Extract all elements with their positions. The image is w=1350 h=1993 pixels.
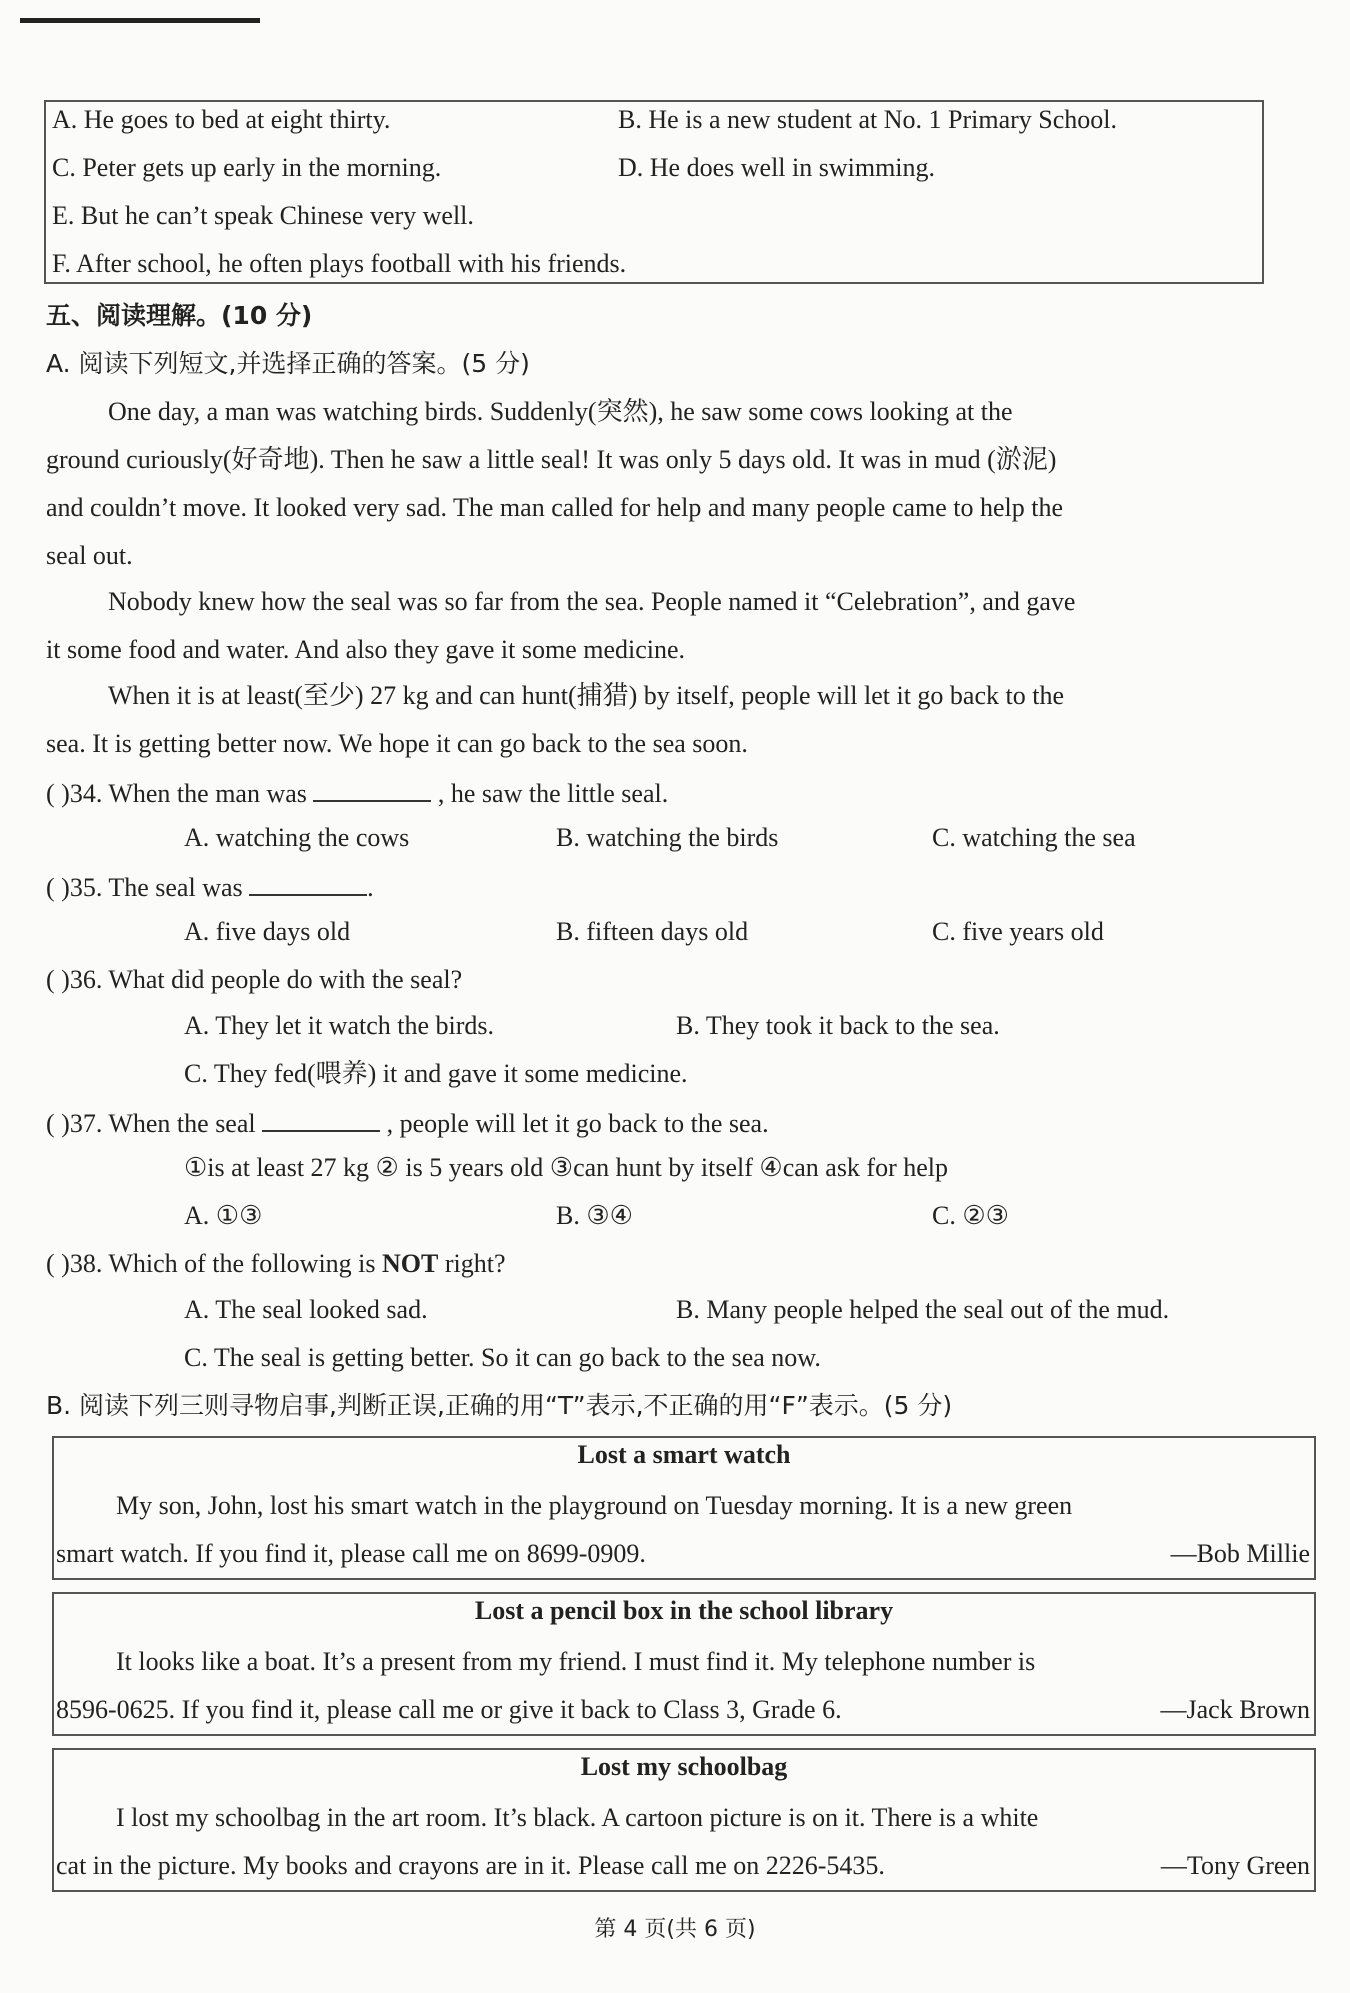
passage-line: sea. It is getting better now. We hope it can go back to the sea soon. bbox=[46, 729, 748, 758]
choice-c: C. The seal is getting better. So it can go back to the sea now. bbox=[184, 1343, 821, 1372]
choice-a: A. ①③ bbox=[184, 1201, 263, 1230]
notice-text: 8596-0625. If you find it, please call me or give it back to Class 3, Grade 6. bbox=[56, 1695, 842, 1724]
passage-line: Nobody knew how the seal was so far from the sea. People named it “Celebration”, and gave bbox=[108, 587, 1076, 616]
choice-a: A. five days old bbox=[184, 917, 351, 946]
choice-b: B. Many people helped the seal out of the mud. bbox=[676, 1295, 1170, 1324]
question-stem: right? bbox=[438, 1249, 506, 1278]
option-d: D. He does well in swimming. bbox=[618, 153, 936, 182]
choice-c: C. watching the sea bbox=[932, 823, 1136, 852]
question-stem: ( )38. Which of the following is bbox=[46, 1249, 383, 1278]
answer-blank[interactable] bbox=[249, 868, 367, 896]
choice-a: A. watching the cows bbox=[184, 823, 410, 852]
choice-b: B. watching the birds bbox=[556, 823, 779, 852]
choice-b: B. ③④ bbox=[556, 1201, 633, 1230]
option-f: F. After school, he often plays football with his friends. bbox=[52, 249, 627, 278]
option-b: B. He is a new student at No. 1 Primary School. bbox=[618, 105, 1117, 134]
notice-title: Lost a pencil box in the school library bbox=[474, 1596, 894, 1625]
notice-title: Lost a smart watch bbox=[577, 1440, 791, 1469]
passage-line: and couldn’t move. It looked very sad. The man called for help and many people came to help the bbox=[46, 493, 1064, 522]
choice-a: A. They let it watch the birds. bbox=[184, 1011, 495, 1040]
choice-c: C. They fed(喂养) it and gave it some medicine. bbox=[184, 1059, 688, 1088]
notice-title: Lost my schoolbag bbox=[580, 1752, 788, 1781]
top-rule bbox=[20, 18, 260, 23]
notice-text: It looks like a boat. It’s a present from my friend. I must find it. My telephone number is bbox=[116, 1647, 1036, 1676]
notice-text: cat in the picture. My books and crayons are in it. Please call me on 2226-5435. bbox=[56, 1851, 885, 1880]
passage-line: seal out. bbox=[46, 541, 133, 570]
question-stem: , people will let it go back to the sea. bbox=[380, 1109, 769, 1138]
choice-a: A. The seal looked sad. bbox=[184, 1295, 428, 1324]
notice-text: smart watch. If you find it, please call me on 8699-0909. bbox=[56, 1539, 646, 1568]
question-stem: ( )37. When the seal bbox=[46, 1109, 263, 1138]
answer-blank[interactable] bbox=[262, 1104, 380, 1132]
choice-c: C. ②③ bbox=[932, 1201, 1009, 1230]
option-c: C. Peter gets up early in the morning. bbox=[52, 153, 442, 182]
question-stem: . bbox=[367, 873, 374, 902]
notice-text: My son, John, lost his smart watch in the playground on Tuesday morning. It is a new green bbox=[116, 1491, 1073, 1520]
emphasis-not: NOT bbox=[382, 1249, 439, 1278]
question-34 bbox=[46, 774, 668, 812]
question-38 bbox=[46, 1246, 506, 1282]
question-stem: , he saw the little seal. bbox=[431, 779, 669, 808]
notice-signature: —Jack Brown bbox=[1160, 1695, 1310, 1724]
numbered-choices: ①is at least 27 kg ② is 5 years old ③can hunt by itself ④can ask for help bbox=[184, 1153, 949, 1182]
question-37 bbox=[46, 1104, 769, 1142]
passage-line: ground curiously(好奇地). Then he saw a little seal! It was only 5 days old. It was in mud (淤泥) bbox=[46, 445, 1057, 474]
section-heading: 五、阅读理解。(10 分) bbox=[46, 301, 313, 330]
option-a: A. He goes to bed at eight thirty. bbox=[52, 105, 391, 134]
choice-b: B. They took it back to the sea. bbox=[676, 1011, 1000, 1040]
passage-line: One day, a man was watching birds. Suddenly(突然), he saw some cows looking at the bbox=[108, 397, 1013, 426]
question-stem: ( )34. When the man was bbox=[46, 779, 314, 808]
part-b-heading: B. 阅读下列三则寻物启事,判断正误,正确的用“T”表示,不正确的用“F”表示。(5 分) bbox=[46, 1391, 953, 1420]
question-35 bbox=[46, 868, 374, 906]
question-stem: ( )35. The seal was bbox=[46, 873, 250, 902]
part-a-heading: A. 阅读下列短文,并选择正确的答案。(5 分) bbox=[46, 349, 530, 378]
answer-blank[interactable] bbox=[313, 774, 431, 802]
question-36: ( )36. What did people do with the seal? bbox=[46, 965, 463, 994]
notice-signature: —Bob Millie bbox=[1170, 1539, 1310, 1568]
notice-signature: —Tony Green bbox=[1160, 1851, 1310, 1880]
choice-c: C. five years old bbox=[932, 917, 1104, 946]
option-e: E. But he can’t speak Chinese very well. bbox=[52, 201, 474, 230]
passage-line: When it is at least(至少) 27 kg and can hunt(捕猎) by itself, people will let it go back to the bbox=[108, 681, 1064, 710]
page-footer: 第 4 页(共 6 页) bbox=[594, 1917, 756, 1942]
passage-line: it some food and water. And also they gave it some medicine. bbox=[46, 635, 686, 664]
notice-text: I lost my schoolbag in the art room. It’s black. A cartoon picture is on it. There is a white bbox=[116, 1803, 1039, 1832]
choice-b: B. fifteen days old bbox=[556, 917, 749, 946]
